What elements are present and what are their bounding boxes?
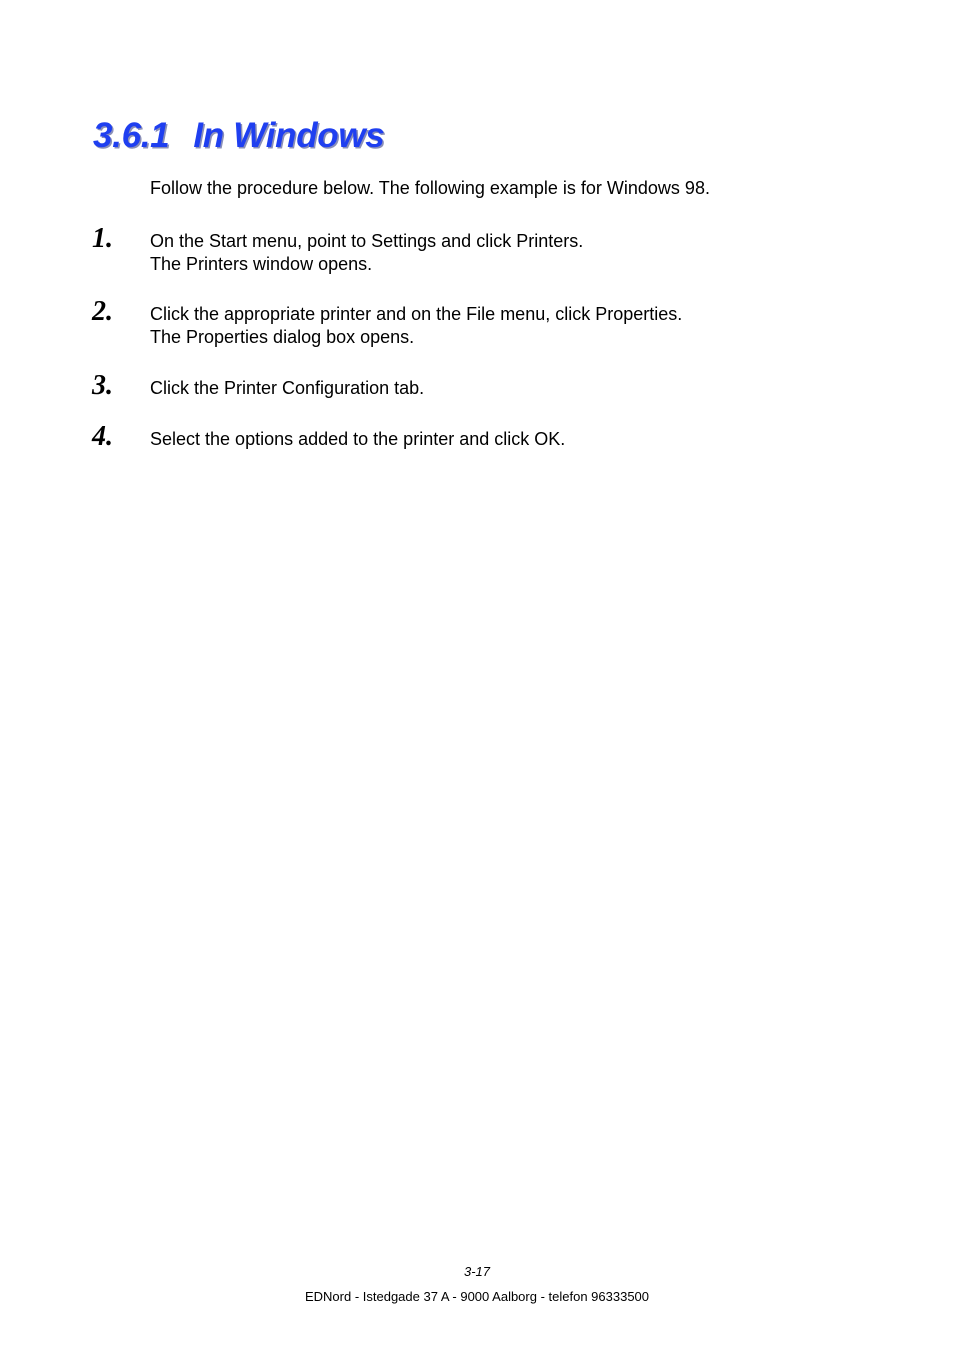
step-number: 3. [92,370,113,401]
page-footer: EDNord - Istedgade 37 A - 9000 Aalborg - telefon 96333500 [304,1289,650,1304]
step-line: The Printers window opens. [150,253,373,274]
step-number: 2. [92,296,113,327]
step-number: 4. [92,421,113,452]
step-text [150,230,583,275]
step-line: On the Start menu, point to Settings and click Printers. [150,231,584,251]
step-line: Select the options added to the printer and click OK. [150,429,566,449]
section-heading [93,114,384,158]
page-number: 3-17 [463,1264,491,1279]
step-line: The Properties dialog box opens. [150,326,415,347]
section-title: In Windows [193,116,385,155]
step-line: Click the appropriate printer and on the File menu, click Properties. [150,304,683,324]
step-text [150,303,682,348]
step-text [150,377,424,400]
step-line: Click the Printer Configuration tab. [150,378,425,398]
step-number: 1. [92,223,113,254]
step-text [150,428,565,451]
section-number: 3.6.1 [93,116,170,155]
intro-paragraph: Follow the procedure below. The following example is for Windows 98. [150,178,710,198]
